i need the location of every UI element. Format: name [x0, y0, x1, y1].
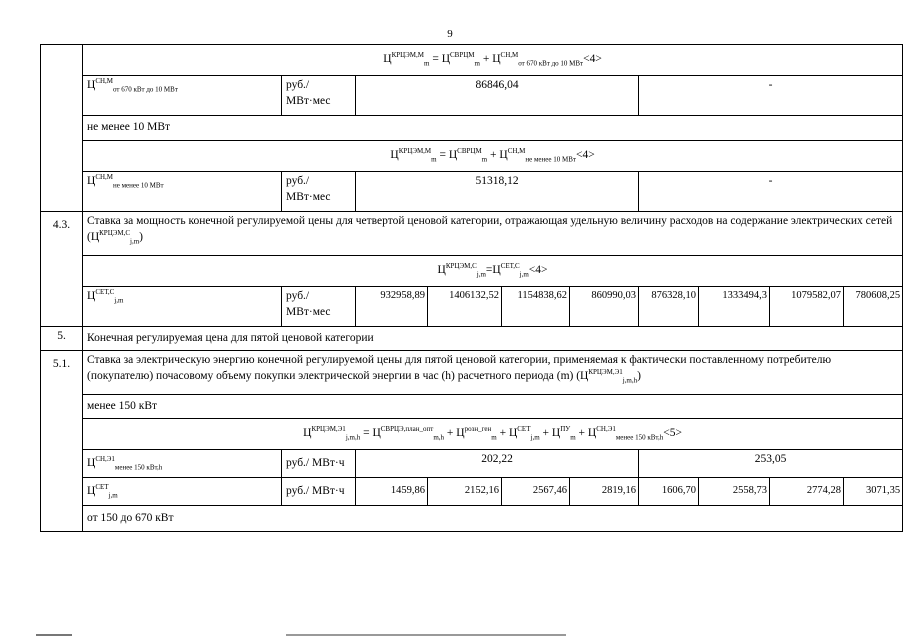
- value-cell: 1406132,52: [428, 287, 502, 327]
- unit-670-10: руб./ МВт·мес: [282, 76, 356, 116]
- section-5-text: Конечная регулируемая цена для пятой ценовой категории: [83, 327, 903, 351]
- heading-row-150-670: [41, 506, 903, 532]
- value-cell: 1079582,07: [770, 287, 844, 327]
- scan-mark: [36, 634, 72, 636]
- value-cell: 1606,70: [639, 478, 699, 506]
- label-670-10: $Ц^{СН,М}_{от 670 кВт до 10 МВт}$: [83, 76, 282, 116]
- heading-150-670: от 150 до 670 кВт: [83, 506, 903, 532]
- scan-mark: [286, 634, 566, 636]
- value-cell: 2558,73: [699, 478, 770, 506]
- formula-row-10mw: [41, 141, 903, 172]
- value-cell: 3071,35: [844, 478, 903, 506]
- value-cell: 780608,25: [844, 287, 903, 327]
- value-670-10: 86846,04: [356, 76, 639, 116]
- value-cell: 2774,28: [770, 478, 844, 506]
- value-cell: 2152,16: [428, 478, 502, 506]
- dash-10mw: -: [639, 172, 903, 212]
- tariff-table: [40, 44, 903, 532]
- section-4-3-text: Ставка за мощность конечной регулируемой цены для четвертой ценовой категории, отражающая удельную величину расходов на содержание электрических сетей $(Ц^{КРЦЭМ,С}_{j,m})$: [83, 212, 903, 256]
- unit-sn-e1: руб./ МВт·ч: [282, 450, 356, 478]
- rate-row-4-3: [41, 287, 903, 327]
- label-10mw: $Ц^{СН,М}_{не менее 10 МВт}$: [83, 172, 282, 212]
- value-cell: 932958,89: [356, 287, 428, 327]
- section-number-5: 5.: [41, 327, 83, 351]
- page-number: 9: [447, 28, 453, 40]
- scan-marks: [36, 632, 876, 640]
- unit-10mw: руб./ МВт·мес: [282, 172, 356, 212]
- formula-5-1: $Ц^{КРЦЭМ,Э1}_{j,m,h} = Ц^{СВРЦЭ,план\_опт}_{m,h} + Ц^{розн\_ген}_m + Ц^{СЕТ}_{j,m} + Ц^{ПУ}_m + Ц^{СН,Э1}_{менее 150 кВт,h}<5>$: [83, 419, 903, 450]
- heading-150: менее 150 кВт: [83, 395, 903, 419]
- value-cell: 876328,10: [639, 287, 699, 327]
- dash-670-10: -: [639, 76, 903, 116]
- section-5-row: [41, 327, 903, 351]
- rate-row-set: [41, 478, 903, 506]
- value-10mw: 51318,12: [356, 172, 639, 212]
- formula-row-670-10: [41, 45, 903, 76]
- section-5-1-row: [41, 351, 903, 395]
- heading-row-10mw: [41, 116, 903, 141]
- value-cell: 2819,16: [570, 478, 639, 506]
- formula-row-5-1: [41, 419, 903, 450]
- rate-row-10mw: [41, 172, 903, 212]
- unit-set: руб./ МВт·ч: [282, 478, 356, 506]
- value-cell: 860990,03: [570, 287, 639, 327]
- value-cell: 1154838,62: [502, 287, 570, 327]
- formula-670-10: $Ц^{КРЦЭМ,М}_m = Ц^{СВРЦМ}_m + Ц^{СН,М}_{от 670 кВт до 10 МВт}<4>$: [83, 45, 903, 76]
- section-4-3-row: [41, 212, 903, 256]
- formula-row-4-3: [41, 256, 903, 287]
- unit-4-3: руб./ МВт·мес: [282, 287, 356, 327]
- value-cell: 2567,46: [502, 478, 570, 506]
- value-sn-e1-a: 202,22: [356, 450, 639, 478]
- formula-10mw: $Ц^{КРЦЭМ,М}_m = Ц^{СВРЦМ}_m + Ц^{СН,М}_{не менее 10 МВт}<4>$: [83, 141, 903, 172]
- rate-row-670-10: [41, 76, 903, 116]
- heading-10mw: не менее 10 МВт: [83, 116, 903, 141]
- section-5-1-text: Ставка за электрическую энергию конечной регулируемой цены для пятой ценовой категории, применяемая к фактически поставленному потребителю (покупателю) почасовому объему покупки электрической энергии в час (h) расчетного периода (m) $(Ц^{КРЦЭМ,Э1}_{j,m,h})$: [83, 351, 903, 395]
- section-number-4-3: 4.3.: [41, 212, 83, 327]
- value-sn-e1-b: 253,05: [639, 450, 903, 478]
- label-set: $Ц^{СЕТ}_{j,m}$: [83, 478, 282, 506]
- empty-num-cell: [41, 45, 83, 212]
- rate-row-sn-e1: [41, 450, 903, 478]
- heading-row-150: [41, 395, 903, 419]
- label-4-3: $Ц^{СЕТ,С}_{j,m}$: [83, 287, 282, 327]
- value-cell: 1459,86: [356, 478, 428, 506]
- section-number-5-1: 5.1.: [41, 351, 83, 532]
- label-sn-e1: $Ц^{СН,Э1}_{менее 150 кВт,h}$: [83, 450, 282, 478]
- formula-4-3: $Ц^{КРЦЭМ,С}_{j,m}=Ц^{СЕТ,С}_{j,m}<4>$: [83, 256, 903, 287]
- value-cell: 1333494,3: [699, 287, 770, 327]
